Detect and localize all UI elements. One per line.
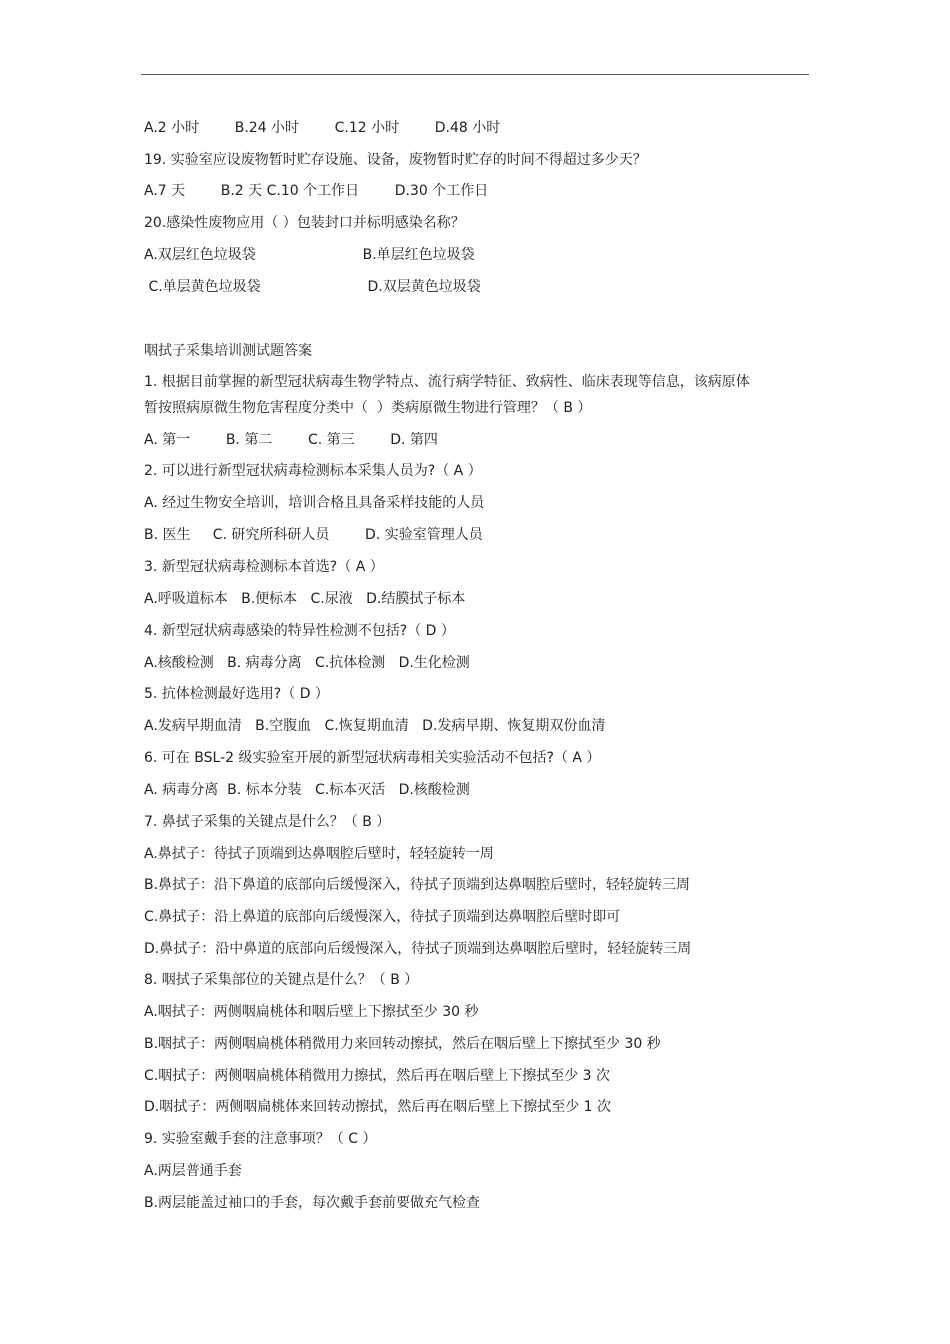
question-5: 5. 抗体检测最好选用?（ D ）	[144, 686, 329, 702]
answer-options-q18: A.2 小时 B.24 小时 C.12 小时 D.48 小时	[144, 120, 501, 136]
answer-options-q1: A. 第一 B. 第二 C. 第三 D. 第四	[144, 432, 438, 448]
question-9: 9. 实验室戴手套的注意事项？（ C ）	[144, 1131, 377, 1147]
answer-option-q7-b: B.鼻拭子：沿下鼻道的底部向后缓慢深入，待拭子顶端到达鼻咽腔后壁时，轻轻旋转三周	[144, 877, 691, 893]
answer-option-q8-d: D.咽拭子：两侧咽扁桃体来回转动擦拭，然后再在咽后壁上下擦拭至少 1 次	[144, 1099, 612, 1115]
question-6: 6. 可在 BSL-2 级实验室开展的新型冠状病毒相关实验活动不包括?（ A ）	[144, 750, 601, 766]
answer-options-q20-row1: A.双层红色垃圾袋 B.单层红色垃圾袋	[144, 247, 475, 263]
answer-options-q2-rest: B. 医生 C. 研究所科研人员 D. 实验室管理人员	[144, 527, 483, 543]
answer-option-q7-a: A.鼻拭子：待拭子顶端到达鼻咽腔后壁时，轻轻旋转一周	[144, 846, 494, 862]
section-title: 咽拭子采集培训测试题答案	[144, 343, 312, 359]
question-1-line2: 暂按照病原微生物危害程度分类中（ ）类病原微生物进行管理？（ B ）	[144, 400, 592, 416]
answer-option-q7-d: D.鼻拭子：沿中鼻道的底部向后缓慢深入，待拭子顶端到达鼻咽腔后壁时，轻轻旋转三周	[144, 941, 692, 957]
question-3: 3. 新型冠状病毒检测标本首选?（ A ）	[144, 559, 384, 575]
answer-options-q6: A. 病毒分离 B. 标本分装 C.标本灭活 D.核酸检测	[144, 782, 470, 798]
answer-options-q20-row2: C.单层黄色垃圾袋 D.双层黄色垃圾袋	[144, 279, 481, 295]
question-8: 8. 咽拭子采集部位的关键点是什么？（ B ）	[144, 972, 419, 988]
answer-option-q8-b: B.咽拭子：两侧咽扁桃体稍微用力来回转动擦拭，然后在咽后壁上下擦拭至少 30 秒	[144, 1036, 661, 1052]
question-20: 20.感染性废物应用（ ）包装封口并标明感染名称？	[144, 215, 465, 231]
question-2: 2. 可以进行新型冠状病毒检测标本采集人员为?（ A ）	[144, 463, 482, 479]
header-rule	[141, 74, 809, 75]
question-4: 4. 新型冠状病毒感染的特异性检测不包括?（ D ）	[144, 623, 455, 639]
answer-options-q4: A.核酸检测 B. 病毒分离 C.抗体检测 D.生化检测	[144, 655, 470, 671]
answer-options-q5: A.发病早期血清 B.空腹血 C.恢复期血清 D.发病早期、恢复期双份血清	[144, 718, 606, 734]
answer-option-q9-a: A.两层普通手套	[144, 1163, 242, 1179]
answer-option-q9-b: B.两层能盖过袖口的手套，每次戴手套前要做充气检查	[144, 1195, 481, 1211]
answer-option-q7-c: C.鼻拭子：沿上鼻道的底部向后缓慢深入，待拭子顶端到达鼻咽腔后壁时即可	[144, 909, 621, 925]
answer-options-q19: A.7 天 B.2 天 C.10 个工作日 D.30 个工作日	[144, 183, 489, 199]
question-1-line1: 1. 根据目前掌握的新型冠状病毒生物学特点、流行病学特征、致病性、临床表现等信息，该病原体	[144, 374, 750, 390]
answer-option-q2-a: A. 经过生物安全培训，培训合格且具备采样技能的人员	[144, 495, 485, 511]
answer-options-q3: A.呼吸道标本 B.便标本 C.尿液 D.结膜拭子标本	[144, 591, 466, 607]
answer-option-q8-a: A.咽拭子：两侧咽扁桃体和咽后壁上下擦拭至少 30 秒	[144, 1004, 479, 1020]
answer-option-q8-c: C.咽拭子：两侧咽扁桃体稍微用力擦拭，然后再在咽后壁上下擦拭至少 3 次	[144, 1068, 611, 1084]
question-19: 19. 实验室应设废物暂时贮存设施、设备，废物暂时贮存的时间不得超过多少天？	[144, 152, 647, 168]
question-7: 7. 鼻拭子采集的关键点是什么？（ B ）	[144, 814, 391, 830]
